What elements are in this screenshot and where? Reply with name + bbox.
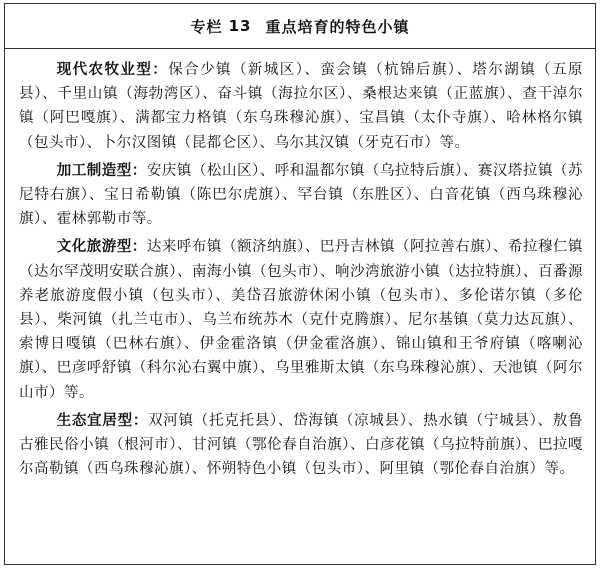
section-eco-living [19,409,583,482]
box-content [19,58,583,485]
box-title [5,4,595,49]
section-text: 安庆镇（松山区）、呼和温都尔镇（乌拉特后旗）、赛汉塔拉镇（苏尼特右旗）、宝日希勒镇（陈巴尔虎旗）、罕台镇（东胜区）、白音花镇（西乌珠穆沁旗）、霍林郭勒市等。 [19,162,583,228]
feature-box [4,3,596,565]
section-culture-tourism [19,235,583,404]
section-label: 文化旅游型： [56,239,147,256]
section-label: 生态宜居型： [56,412,149,429]
section-label: 加工制造型： [56,162,147,179]
section-text: 双河镇（托克托县）、岱海镇（凉城县）、热水镇（宁城县）、敖鲁古雅民俗小镇（根河市）、甘河镇（鄂伦春自治旗）、白彦花镇（乌拉特前旗）、巴拉嘎尔高勒镇（西乌珠穆沁旗）、怀朔特色小镇（包头市）、阿里镇（鄂伦春自治旗）等。 [19,412,584,478]
section-text: 保合少镇（新城区）、蛮会镇（杭锦后旗）、塔尔湖镇（五原县）、千里山镇（海勃湾区）、奋斗镇（海拉尔区）、桑根达来镇（正蓝旗）、查干淖尔镇（阿巴嘎旗）、满都宝力格镇（东乌珠穆沁旗）、宝昌镇（太仆寺旗）、哈林格尔镇（包头市）、卜尔汉图镇（昆都仑区）、乌尔其汉镇（牙克石市）等。 [19,62,584,151]
section-agriculture [19,58,583,155]
section-label: 现代农牧业型： [56,62,169,78]
box-title-prefix: 专栏 [190,17,223,36]
section-manufacturing [19,159,583,232]
box-title-number: 13 [228,17,252,35]
section-text: 达来呼布镇（额济纳旗）、巴丹吉林镇（阿拉善右旗）、希拉穆仁镇（达尔罕茂明安联合旗）、南海小镇（包头市）、响沙湾旅游小镇（达拉特旗）、百番源养老旅游度假小镇（包头市）、美岱召旅游休闲小镇（包头市）、多伦诺尔镇（多伦县）、柴河镇（扎兰屯市）、乌兰布统苏木（克什克腾旗）、尼尔基镇（莫力达瓦旗）、索博日嘎镇（巴林右旗）、伊金霍洛镇（伊金霍洛旗）、锦山镇和王爷府镇（喀喇沁旗）、巴彦呼舒镇（科尔沁右翼中旗）、乌里雅斯太镇（东乌珠穆沁旗）、天池镇（阿尔山市）等。 [19,239,583,401]
box-title-text: 重点培育的特色小镇 [265,17,410,36]
